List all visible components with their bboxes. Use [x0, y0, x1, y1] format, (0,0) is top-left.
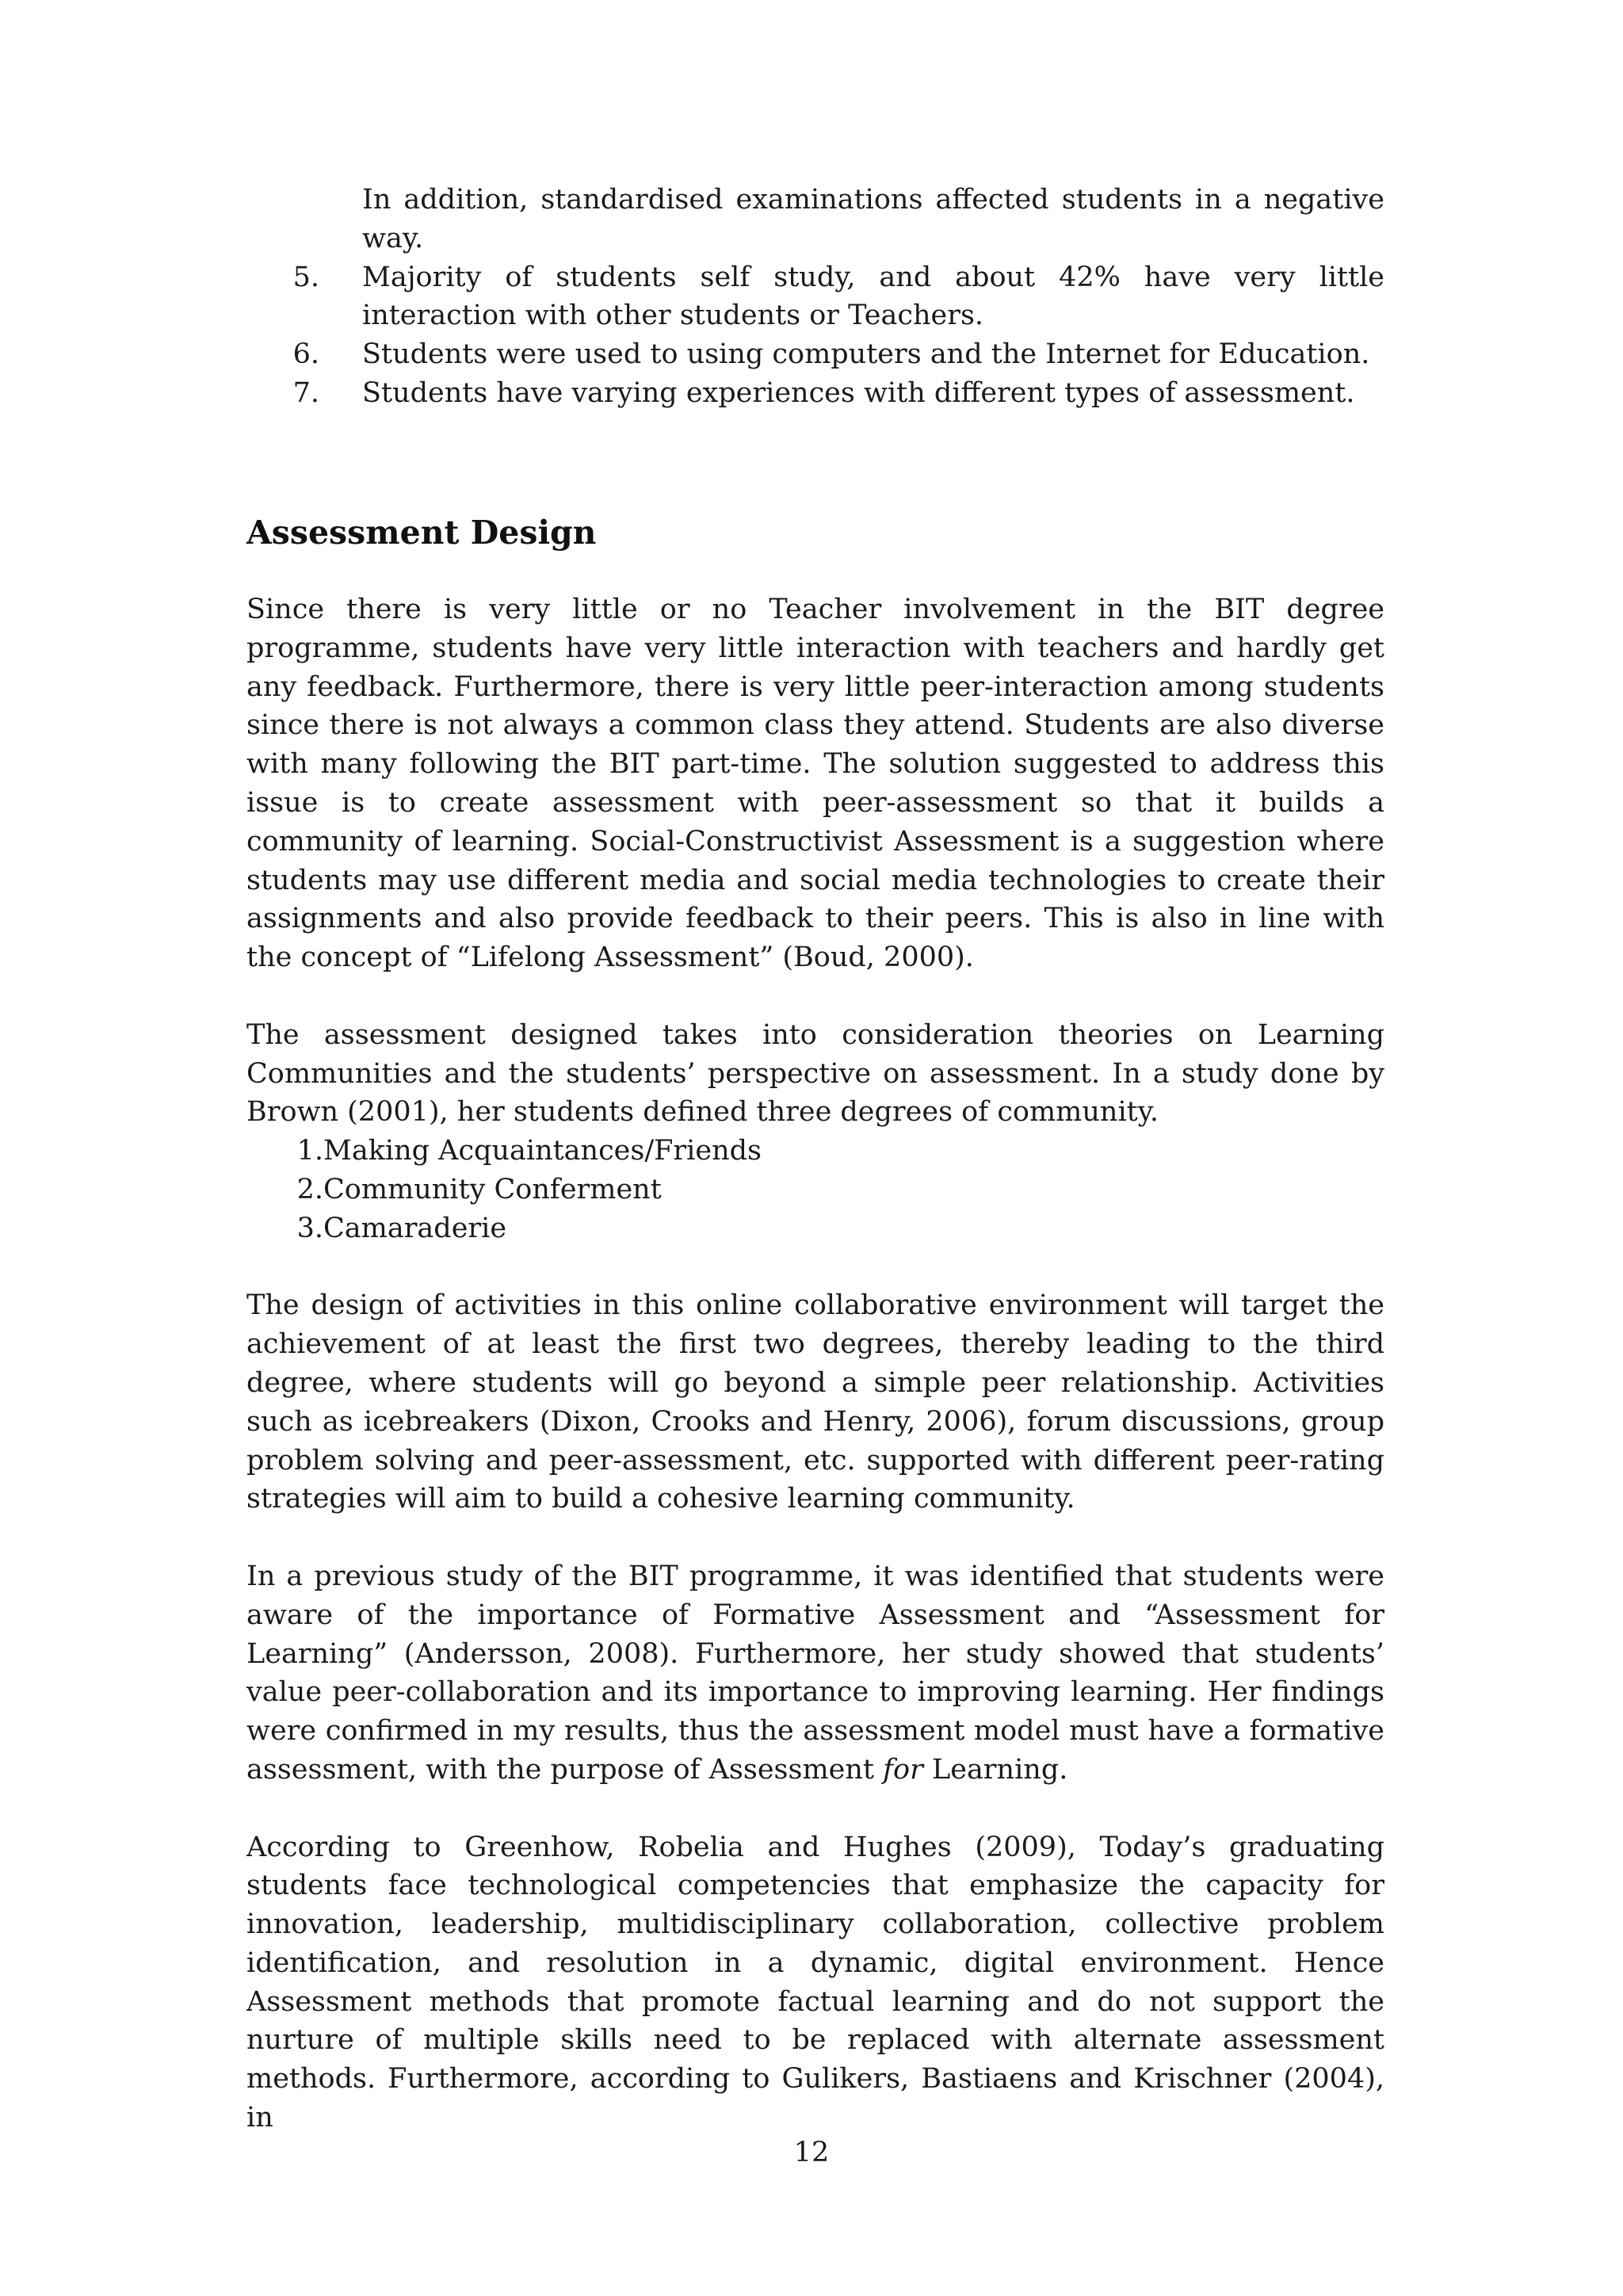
paragraph-4-end: Learning. — [922, 1753, 1068, 1786]
continued-paragraph: In addition, standardised examinations affected students in a negative way. — [362, 184, 1384, 254]
paragraph-4-emphasis: for — [883, 1753, 923, 1786]
paragraph-1: Since there is very little or no Teacher involvement in the BIT degree programme, students have very little interaction with teachers and hardly get any feedback. Furthermore, there is very little peer-interaction among students since there is not always a common class they attend. Students are also diverse with many following the BIT part-time. The solution suggested to address this issue is to create assessment with peer-assessment so that it builds a community of learning. Social-Constructivist Assessment is a suggestion where students may use different media and social media technologies to create their assignments and also provide feedback to their peers. This is also in line with the concept of “Lifelong Assessment” (Boud, 2000). — [246, 594, 1384, 974]
community-degrees-list — [246, 1132, 1384, 1247]
list-item-number: 7. — [292, 376, 319, 409]
list-item — [246, 1209, 1384, 1248]
list-item-number: 5. — [292, 261, 319, 293]
list-item — [246, 1171, 1384, 1209]
list-item-text: Community Conferment — [323, 1173, 662, 1205]
paragraph-4 — [246, 1557, 1384, 1790]
list-item — [246, 1132, 1384, 1171]
list-item — [246, 335, 1384, 374]
paragraph-2: The assessment designed takes into consideration theories on Learning Communities and the students’ perspective on assessment. In a study done by Brown (2001), her students defined three degrees of community. — [246, 1018, 1384, 1129]
list-item-text: Majority of students self study, and about 42% have very little interaction with other students or Teachers. — [362, 261, 1384, 332]
list-item-number: 3. — [296, 1212, 323, 1244]
list-item — [246, 258, 1384, 336]
list-item — [246, 374, 1384, 413]
findings-list — [246, 258, 1384, 413]
list-item-text: Students have varying experiences with different types of assessment. — [362, 376, 1355, 409]
section-body — [246, 590, 1384, 2137]
list-item-text: Camaraderie — [323, 1212, 507, 1244]
list-item-number: 6. — [292, 338, 319, 371]
document-page — [246, 181, 1384, 2134]
section-heading: Assessment Design — [246, 514, 597, 552]
list-item-text: Making Acquaintances/Friends — [323, 1135, 762, 1167]
page-number: 12 — [793, 2137, 830, 2168]
paragraph-4-text: In a previous study of the BIT programme, it was identified that students were aware of the importance of Formative Assessment and “Assessment for Learning” (Andersson, 2008). Furthermore, her study showed that students’ value peer-collaboration and its importance to improving learning. Her findings were confirmed in my results, thus the assessment model must have a formative assessment, with the purpose of Assessment — [246, 1560, 1384, 1786]
paragraph-5: According to Greenhow, Robelia and Hughes (2009), Today’s graduating students face technological competencies that emphasize the capacity for innovation, leadership, multidisciplinary collaboration, collective problem identification, and resolution in a dynamic, digital environment. Hence Assessment methods that promote factual learning and do not support the nurture of multiple skills need to be replaced with alternate assessment methods. Furthermore, according to Gulikers, Bastiaens and Krischner (2004), in — [246, 1831, 1384, 2134]
list-item-text: Students were used to using computers and the Internet for Education. — [362, 338, 1370, 371]
list-item-number: 1. — [296, 1135, 323, 1167]
paragraph-3: The design of activities in this online collaborative environment will target the achievement of at least the first two degrees, thereby leading to the third degree, where students will go beyond a simple peer relationship. Activities such as icebreakers (Dixon, Crooks and Henry, 2006), forum discussions, group problem solving and peer-assessment, etc. supported with different peer-rating strategies will aim to build a cohesive learning community. — [246, 1289, 1384, 1515]
list-item-number: 2. — [296, 1173, 323, 1205]
